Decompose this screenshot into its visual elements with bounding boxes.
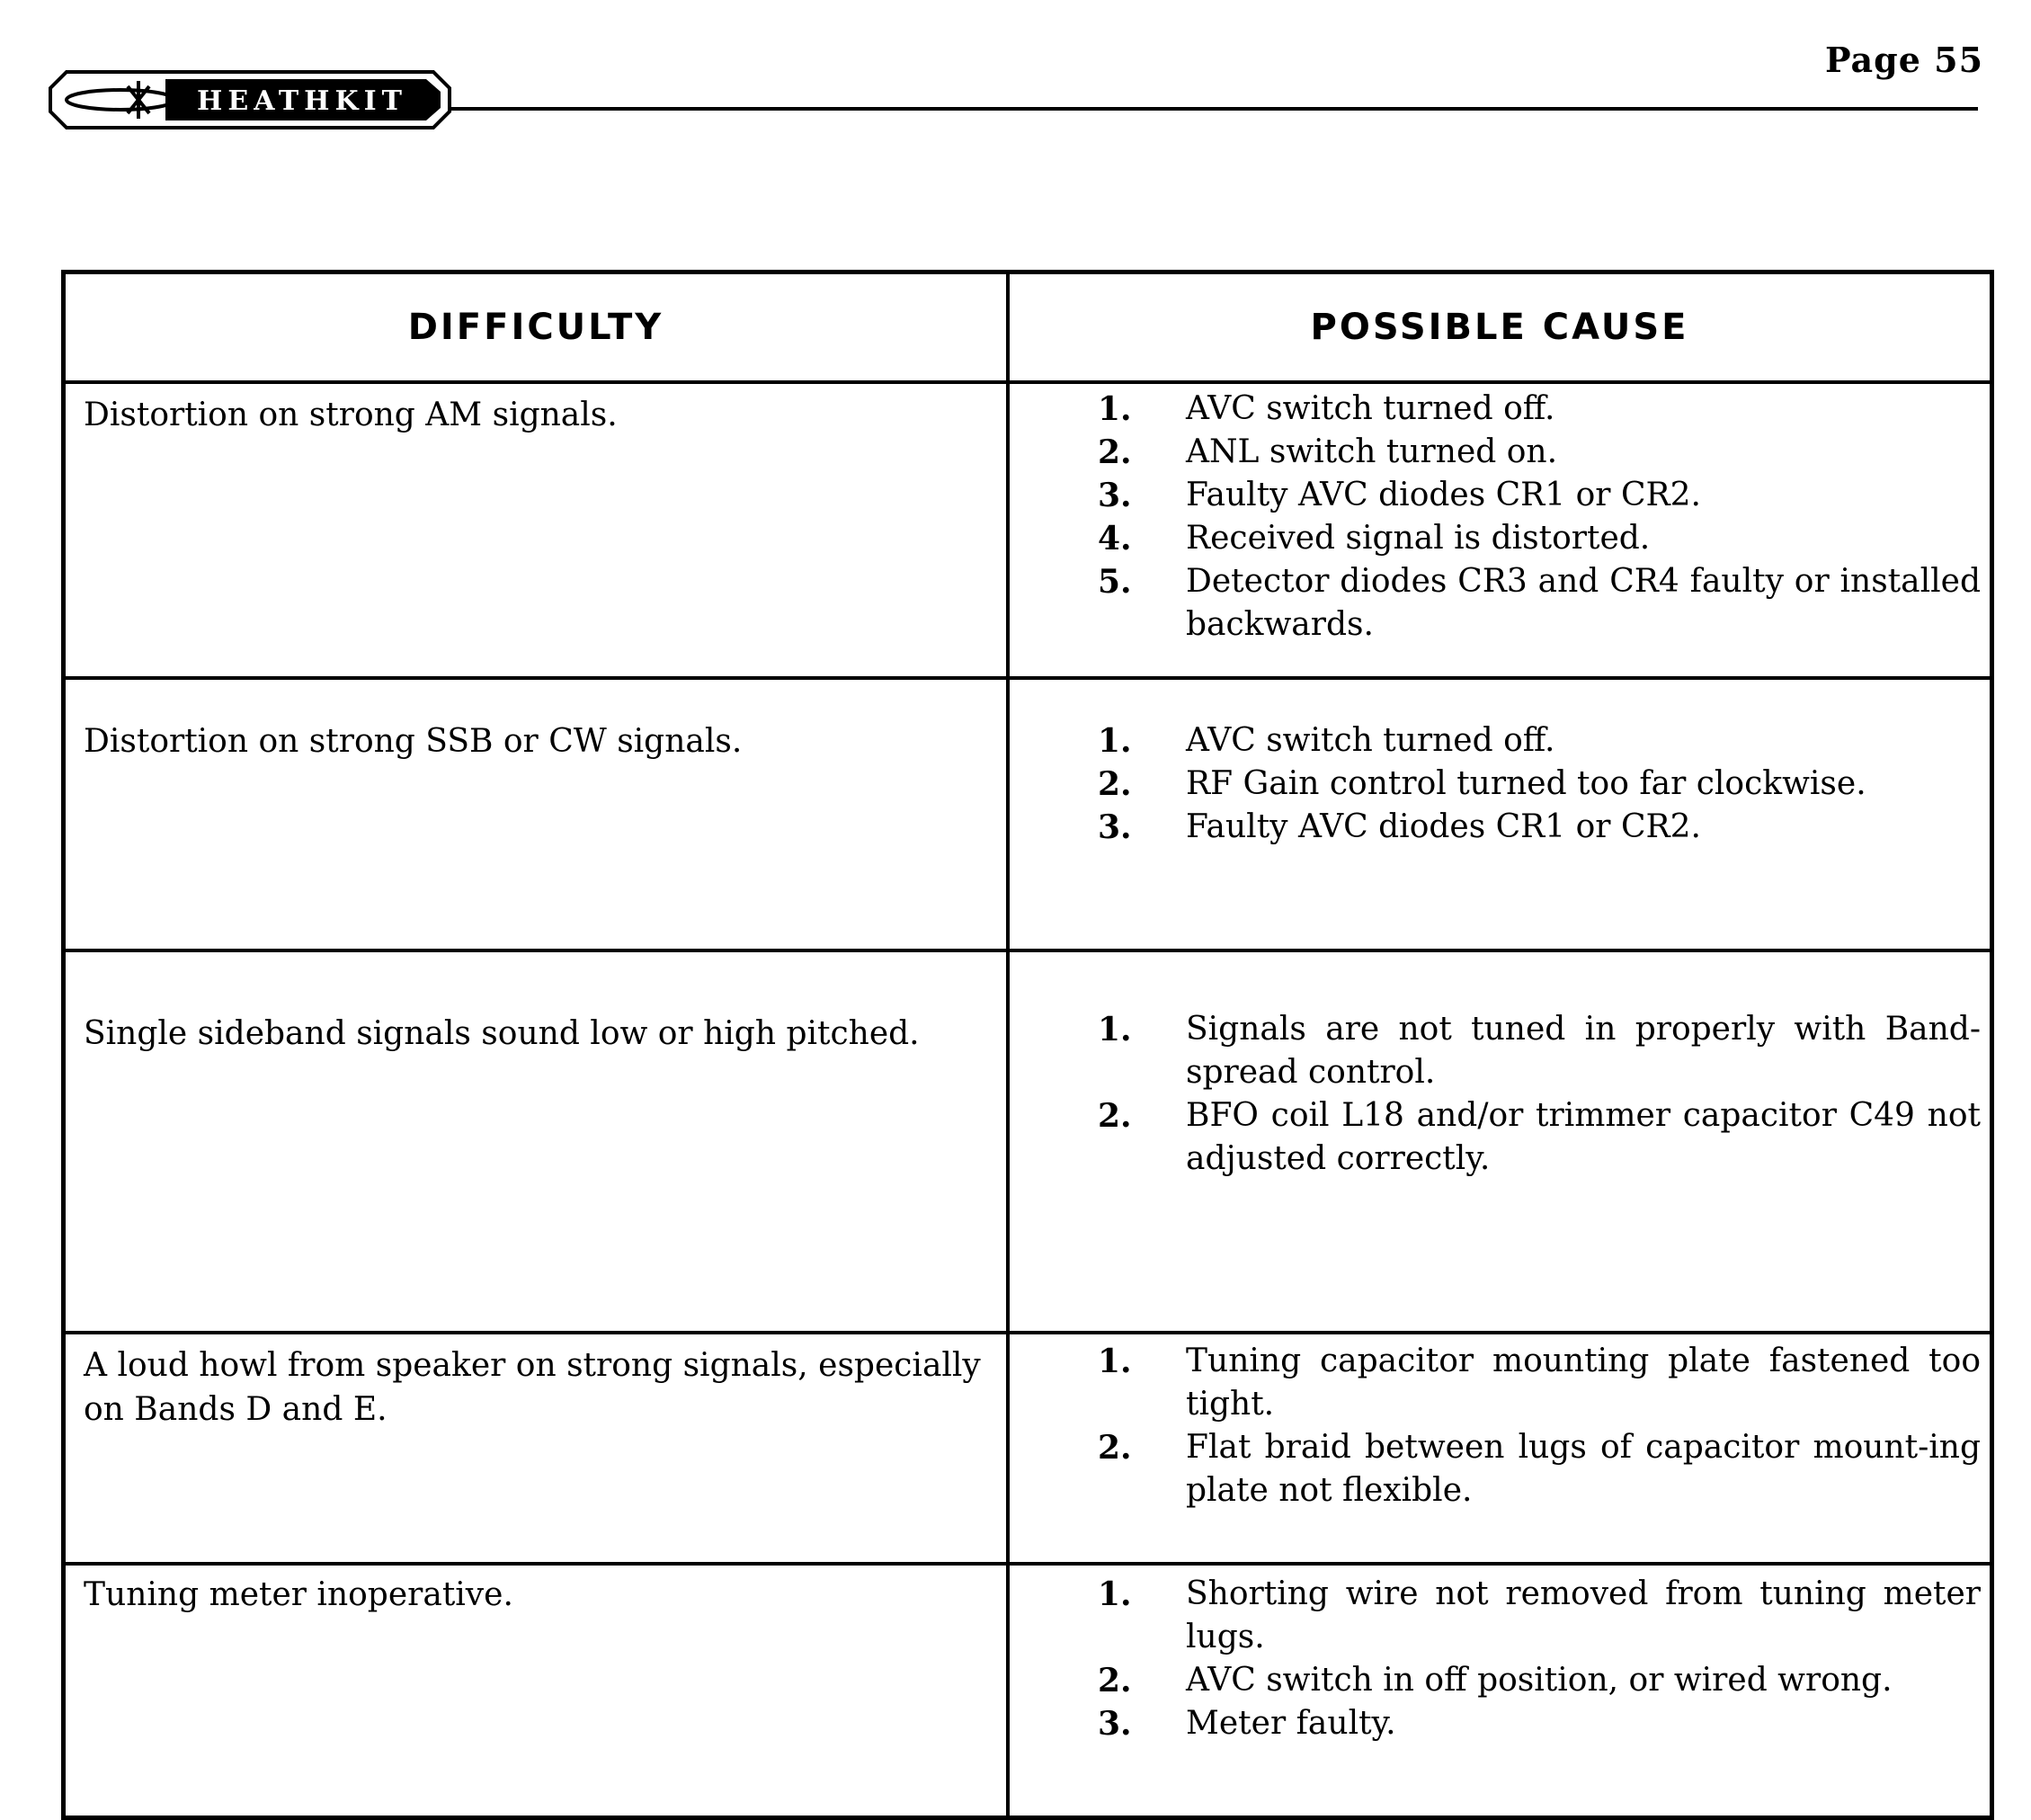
difficulty-cell: Distortion on strong AM signals.	[64, 382, 1009, 678]
table-header-row	[64, 272, 1992, 383]
table-row	[64, 950, 1992, 1333]
cause-item: 1. Signals are not tuned in properly with Band-spread control.	[1098, 1011, 1981, 1091]
difficulty-cell: Tuning meter inoperative.	[64, 1564, 1009, 1818]
table-row	[64, 678, 1992, 950]
cause-cell	[1008, 950, 1992, 1333]
cause-cell	[1008, 1333, 1992, 1564]
table-row	[64, 382, 1992, 678]
heathkit-logo	[49, 68, 451, 131]
cause-item: 2. BFO coil L18 and/or trimmer capacitor C49 not adjusted correctly.	[1098, 1097, 1981, 1177]
cause-item: 2. RF Gain control turned too far clockwise.	[1098, 765, 1866, 803]
page-number: Page 55	[1825, 40, 1984, 80]
difficulty-cell: A loud howl from speaker on strong signals, especially on Bands D and E.	[64, 1333, 1009, 1564]
svg-text:HEATHKIT: HEATHKIT	[197, 85, 407, 117]
cause-item: 5. Detector diodes CR3 and CR4 faulty or installed backwards.	[1098, 563, 1981, 643]
cause-item: 1. AVC switch turned off.	[1098, 722, 1555, 760]
header-rule	[450, 107, 1978, 111]
troubleshooting-table	[61, 270, 1994, 1820]
cause-item: 2. Flat braid between lugs of capacitor mount-ing plate not flexible.	[1098, 1429, 1981, 1509]
difficulty-cell: Single sideband signals sound low or high pitched.	[64, 950, 1009, 1333]
cause-item: 3. Faulty AVC diodes CR1 or CR2.	[1098, 808, 1701, 846]
cause-item: 3. Faulty AVC diodes CR1 or CR2.	[1098, 477, 1701, 514]
cause-cell	[1008, 1564, 1992, 1818]
cause-item: 1. Tuning capacitor mounting plate fastened too tight.	[1098, 1343, 1981, 1423]
cause-item: 3. Meter faulty.	[1098, 1705, 1396, 1743]
column-header-possible-cause: POSSIBLE CAUSE	[1008, 272, 1992, 383]
cause-item: 4. Received signal is distorted.	[1098, 520, 1651, 558]
difficulty-cell: Distortion on strong SSB or CW signals.	[64, 678, 1009, 950]
cause-cell	[1008, 678, 1992, 950]
cause-item: 2. ANL switch turned on.	[1098, 433, 1558, 471]
cause-cell	[1008, 382, 1992, 678]
cause-item: 1. Shorting wire not removed from tuning meter lugs.	[1098, 1575, 1981, 1655]
column-header-difficulty: DIFFICULTY	[64, 272, 1009, 383]
cause-item: 1. AVC switch turned off.	[1098, 390, 1555, 428]
cause-item: 2. AVC switch in off position, or wired wrong.	[1098, 1662, 1893, 1700]
table-row	[64, 1564, 1992, 1818]
table-row	[64, 1333, 1992, 1564]
